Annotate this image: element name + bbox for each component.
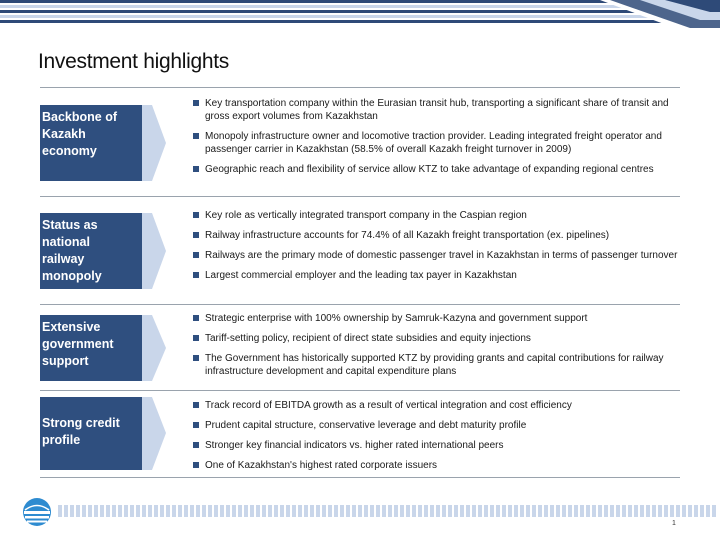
divider (40, 196, 680, 197)
bullet-square-icon (193, 462, 199, 468)
bullet-square-icon (193, 232, 199, 238)
section-label (40, 105, 142, 181)
section-label-line: Strong credit (42, 416, 120, 430)
bullet-text: Strategic enterprise with 100% ownership by Samruk-Kazyna and government support (205, 313, 588, 324)
bullet-list (193, 97, 683, 183)
bullet-square-icon (193, 272, 199, 278)
bullet-item (193, 249, 683, 262)
bullet-item (193, 459, 683, 472)
bullet-item (193, 209, 683, 222)
highlight-section (40, 93, 680, 195)
bullet-item (193, 163, 683, 176)
bullet-list (193, 209, 683, 289)
bullet-text: Railways are the primary mode of domestic passenger travel in Kazakhstan in terms of passenger turnover (205, 250, 678, 261)
chevron-right-icon (142, 315, 166, 381)
bullet-text: Stronger key financial indicators vs. higher rated international peers (205, 440, 504, 451)
highlight-section (40, 201, 680, 303)
bullet-text: Largest commercial employer and the leading tax payer in Kazakhstan (205, 270, 517, 281)
bullet-text: The Government has historically supported KTZ by providing grants and capital contributions for railway infrastructure development and capital expenditure plans (205, 353, 664, 377)
bullet-item (193, 439, 683, 452)
bullet-item (193, 312, 683, 325)
bullet-text: Key role as vertically integrated transport company in the Caspian region (205, 210, 527, 221)
bullet-text: Monopoly infrastructure owner and locomotive traction provider. Leading integrated freight operator and passenger carrier in Kazakhstan (58.5% of overall Kazakh freight turnover in 2009) (205, 131, 662, 155)
section-label-line: monopoly (42, 269, 102, 283)
bullet-square-icon (193, 133, 199, 139)
company-logo (22, 497, 52, 527)
page-number: 1 (672, 520, 676, 527)
highlight-section (40, 395, 680, 477)
divider (40, 304, 680, 305)
highlight-section (40, 309, 680, 389)
bullet-square-icon (193, 335, 199, 341)
section-label-line: government (42, 337, 114, 351)
bullet-item (193, 332, 683, 345)
section-label-line: economy (42, 144, 97, 158)
chevron-right-icon (142, 105, 166, 181)
bullet-square-icon (193, 212, 199, 218)
bullet-item (193, 399, 683, 412)
section-label-line: railway (42, 252, 85, 266)
bullet-square-icon (193, 252, 199, 258)
bullet-item (193, 97, 683, 123)
bullet-square-icon (193, 100, 199, 106)
divider (40, 390, 680, 391)
bullet-square-icon (193, 442, 199, 448)
bullet-item (193, 419, 683, 432)
bullet-text: Railway infrastructure accounts for 74.4% of all Kazakh freight transportation (ex. pipelines) (205, 230, 610, 241)
section-label-line: Kazakh (42, 127, 86, 141)
divider (40, 87, 680, 88)
chevron-right-icon (142, 213, 166, 289)
bullet-square-icon (193, 166, 199, 172)
bullet-text: Key transportation company within the Eurasian transit hub, transporting a significant share of transit and gross export volumes from Kazakhstan (205, 98, 669, 122)
bullet-square-icon (193, 355, 199, 361)
bullet-square-icon (193, 422, 199, 428)
section-label-line: national (42, 235, 90, 249)
section-label-line: Backbone of (42, 110, 118, 124)
bullet-item (193, 130, 683, 156)
bullet-square-icon (193, 402, 199, 408)
bullet-square-icon (193, 315, 199, 321)
bullet-item (193, 229, 683, 242)
bullet-text: Tariff-setting policy, recipient of direct state subsidies and equity injections (205, 333, 531, 344)
divider (40, 477, 680, 478)
section-label-line: profile (42, 433, 81, 447)
section-label (40, 397, 142, 470)
section-label-line: Status as (42, 218, 98, 232)
bullet-text: Prudent capital structure, conservative leverage and debt maturity profile (205, 420, 527, 431)
section-label (40, 315, 142, 381)
page-title: Investment highlights (38, 50, 229, 73)
bullet-list (193, 312, 683, 385)
section-label (40, 213, 142, 289)
section-label-line: support (42, 354, 89, 368)
bullet-list (193, 399, 683, 479)
chevron-right-icon (142, 397, 166, 470)
bullet-text: Geographic reach and flexibility of service allow KTZ to take advantage of expanding regional centres (205, 164, 654, 175)
bullet-text: Track record of EBITDA growth as a result of vertical integration and cost efficiency (205, 400, 572, 411)
section-label-line: Extensive (42, 320, 101, 334)
bullet-text: One of Kazakhstan's highest rated corporate issuers (205, 460, 438, 471)
header-stripes (0, 0, 720, 30)
bullet-item (193, 352, 683, 378)
bullet-item (193, 269, 683, 282)
footer-stripes (58, 505, 718, 517)
